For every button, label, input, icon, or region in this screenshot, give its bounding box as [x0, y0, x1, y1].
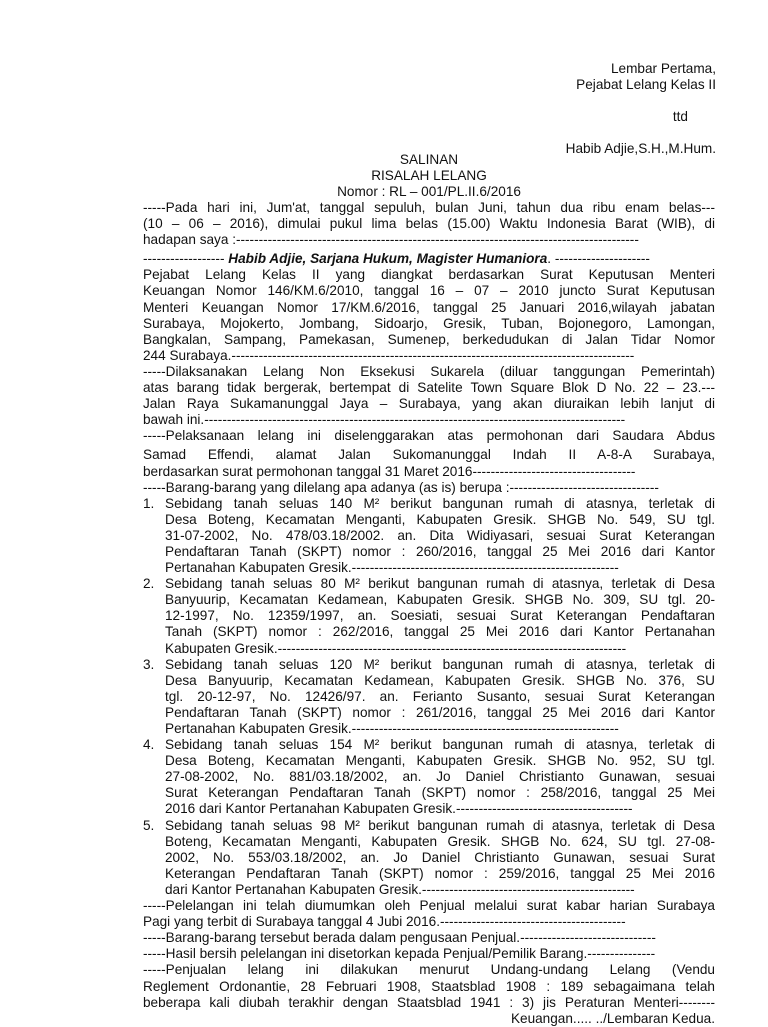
intro-line: (10 – 06 – 2016), dimulai pukul lima belas (15.00) Waktu Indonesia Barat (WIB), di [143, 216, 715, 232]
request-line: -----Barang-barang yang dilelang apa adanya (as is) berupa :--------------------------------- [143, 479, 659, 495]
list-item-line: tgl. 20-12-97, No. 12426/97. an. Ferianto Susanto, sesuai Surat Keterangan [165, 688, 715, 704]
list-item-line: 27-08-2002, No. 881/03.18/2002, an. Jo Daniel Christianto Gunawan, sesuai [165, 769, 715, 785]
list-item-line: 12-1997, No. 12359/1997, an. Soesiati, sesuai Surat Keterangan Pendaftaran [165, 608, 715, 624]
list-item-number: 2. [143, 576, 155, 592]
appointment-line: 244 Surabaya.----------------------------------------------------------------------------------------- [143, 347, 635, 363]
list-item [143, 657, 715, 737]
signature-header [472, 61, 716, 157]
list-item-line: Sebidang tanah seluas 80 M² berikut bangunan rumah di atasnya, terletak di Desa [165, 576, 715, 592]
document-body [143, 200, 715, 1027]
list-item-line: Surat Keterangan Pendaftaran Tanah (SKPT) nomor : 258/2016, tanggal 25 Mei [165, 785, 715, 801]
list-item-line: Sebidang tanah seluas 140 M² berikut bangunan rumah di atasnya, terletak di [165, 495, 715, 511]
list-item-line: Sebidang tanah seluas 154 M² berikut bangunan rumah di atasnya, terletak di [165, 737, 715, 753]
list-item-line: dari Kantor Pertanahan Kabupaten Gresik.----------------------------------------------- [165, 881, 635, 897]
closing-line: -----Barang-barang tersebut berada dalam pengusaan Penjual.------------------------------ [143, 930, 656, 946]
list-item [143, 818, 715, 898]
page-continuation: Keuangan..... ../Lembaran Kedua. [510, 1010, 715, 1026]
appointment-line: Bangkalan, Sampang, Pamekasan, Sumenep, berkedudukan di Jalan Tidar Nomor [143, 331, 715, 347]
request-line: Samad Effendi, alamat Jalan Sukomanunggal Indah II A-8-A Surabaya, [143, 447, 715, 463]
document-title-block [143, 152, 715, 200]
list-item-number: 4. [143, 737, 155, 753]
intro-line: hadapan saya :----------------------------------------------------------------------------------------- [143, 232, 639, 248]
list-item-line: Tanah (SKPT) nomor : 262/2016, tanggal 25 Mei 2016 dari Kantor Pertanahan [165, 624, 715, 640]
document-number: Nomor : RL – 001/PL.II.6/2016 [337, 184, 521, 200]
list-item-line: Pendaftaran Tanah (SKPT) nomor : 261/2016, tanggal 25 Mei 2016 dari Kantor [165, 704, 715, 720]
list-item-line: Desa Boteng, Kecamatan Menganti, Kabupaten Gresik. SHGB No. 952, SU tgl. [165, 753, 715, 769]
appointment-line: Keuangan Nomor 146/KM.6/2010, tanggal 16 – 07 – 2010 juncto Surat Keputusan [143, 283, 715, 299]
copy-label: SALINAN [399, 152, 459, 167]
closing-line: -----Hasil bersih pelelangan ini disetorkan kepada Penjual/Pemilik Barang.--------------- [143, 946, 656, 962]
list-item-line: Boteng, Kecamatan Menganti, Kabupaten Gresik. SHGB No. 624, SU tgl. 27-08- [165, 833, 715, 849]
closing-line: -----Pelelangan ini telah diumumkan oleh Penjual melalui surat kabar harian Surabaya [143, 898, 715, 914]
closing-line: beberapa kali diubah terakhir dengan Staatsblad 1941 : 3) jis Peraturan Menteri-------- [143, 994, 715, 1010]
list-item-line: Desa Banyuurip, Kecamatan Kedamean, Kabupaten Gresik. SHGB No. 376, SU [165, 672, 715, 688]
intro-line: -----Pada hari ini, Jum'at, tanggal sepuluh, bulan Juni, tahun dua ribu enam belas--- [143, 200, 715, 215]
official-dashes-right: . --------------------- [547, 251, 650, 267]
closing-line: Reglement Ordonantie, 28 Februari 1908, Staatsblad 1908 : 189 sebagaimana telah [143, 978, 715, 994]
list-item-line: Keterangan Pendaftaran Tanah (SKPT) nomor : 259/2016, tanggal 25 Mei 2016 [165, 865, 715, 881]
list-item-number: 3. [143, 656, 155, 672]
list-item-line: Banyuurip, Kecamatan Kedamean, Kabupaten Gresik. SHGB No. 309, SU tgl. 20- [165, 592, 715, 608]
appointment-line: Pejabat Lelang Kelas II yang diangkat berdasarkan Surat Keputusan Menteri [143, 267, 715, 283]
list-item-line: Sebidang tanah seluas 98 M² berikut bangunan rumah di atasnya, terletak di Desa [165, 817, 715, 833]
list-item-line: Kabupaten Gresik.----------------------------------------------------------------------------- [165, 640, 627, 656]
appointment-line: Menteri Keuangan Nomor 17/KM.6/2016, tanggal 25 Januari 2016,wilayah jabatan [143, 299, 715, 315]
official-name: Habib Adjie, Sarjana Hukum, Magister Humaniora [228, 251, 548, 267]
request-line: -----Pelaksanaan lelang ini diselenggarakan atas permohonan dari Saudara Abdus [143, 428, 715, 444]
signed-mark: ttd [672, 109, 688, 125]
list-item-line: Pendaftaran Tanah (SKPT) nomor : 260/2016, tanggal 25 Mei 2016 dari Kantor [165, 543, 715, 559]
request-paragraph [143, 428, 715, 495]
sheet-label: Lembar Pertama, [610, 61, 716, 76]
execution-line: Jalan Raya Sukamanunggal Jaya – Surabaya, yang akan diuraikan lebih lanjut di [143, 396, 715, 412]
closing-line: -----Penjualan lelang ini dilakukan menurut Undang-undang Lelang (Vendu [143, 962, 715, 978]
official-dashes-left: ------------------ [143, 251, 229, 267]
list-item [143, 496, 715, 576]
closing-paragraph [143, 898, 715, 1027]
appointment-paragraph [143, 267, 715, 364]
signer-name: Habib Adjie,S.H.,M.Hum. [565, 141, 716, 157]
list-item-line: Sebidang tanah seluas 120 M² berikut bangunan rumah di atasnya, terletak di [165, 656, 715, 672]
official-line [143, 251, 715, 267]
execution-line: -----Dilaksanakan Lelang Non Eksekusi Sukarela (diluar tanggungan Pemerintah) [143, 363, 715, 379]
closing-line: Pagi yang terbit di Surabaya tanggal 4 Jubi 2016.----------------------------------------- [143, 914, 626, 930]
list-item-line: 31-07-2002, No. 478/03.18/2002. an. Dita Widiyasari, sesuai Surat Keterangan [165, 527, 715, 543]
appointment-line: Surabaya, Mojokerto, Jombang, Sidoarjo, Gresik, Tuban, Bojonegoro, Lamongan, [143, 315, 715, 331]
list-item-line: 2016 dari Kantor Pertanahan Kabupaten Gresik.--------------------------------------- [165, 801, 633, 817]
list-item-line: Desa Boteng, Kecamatan Menganti, Kabupaten Gresik. SHGB No. 549, SU tgl. [165, 511, 715, 527]
officer-title: Pejabat Lelang Kelas II [576, 77, 716, 93]
list-item-line: Pertanahan Kabupaten Gresik.----------------------------------------------------------- [165, 560, 619, 576]
list-item-line: 2002, No. 553/03.18/2002, an. Jo Daniel Christianto Gunawan, sesuai Surat [165, 849, 715, 865]
intro-paragraph [143, 200, 715, 248]
document-title: RISALAH LELANG [371, 168, 487, 184]
list-item-line: Pertanahan Kabupaten Gresik.----------------------------------------------------------- [165, 721, 619, 736]
execution-line: atas barang tidak bergerak, bertempat di Satelite Town Square Blok D No. 22 – 23.--- [143, 380, 715, 396]
request-line: berdasarkan surat permohonan tanggal 31 Maret 2016------------------------------------ [143, 463, 636, 479]
list-item-number: 1. [143, 495, 155, 511]
list-item [143, 576, 715, 656]
list-item-number: 5. [143, 817, 155, 833]
list-item [143, 737, 715, 817]
execution-paragraph [143, 364, 715, 428]
execution-line: bawah ini.--------------------------------------------------------------------------------------------- [143, 412, 626, 428]
